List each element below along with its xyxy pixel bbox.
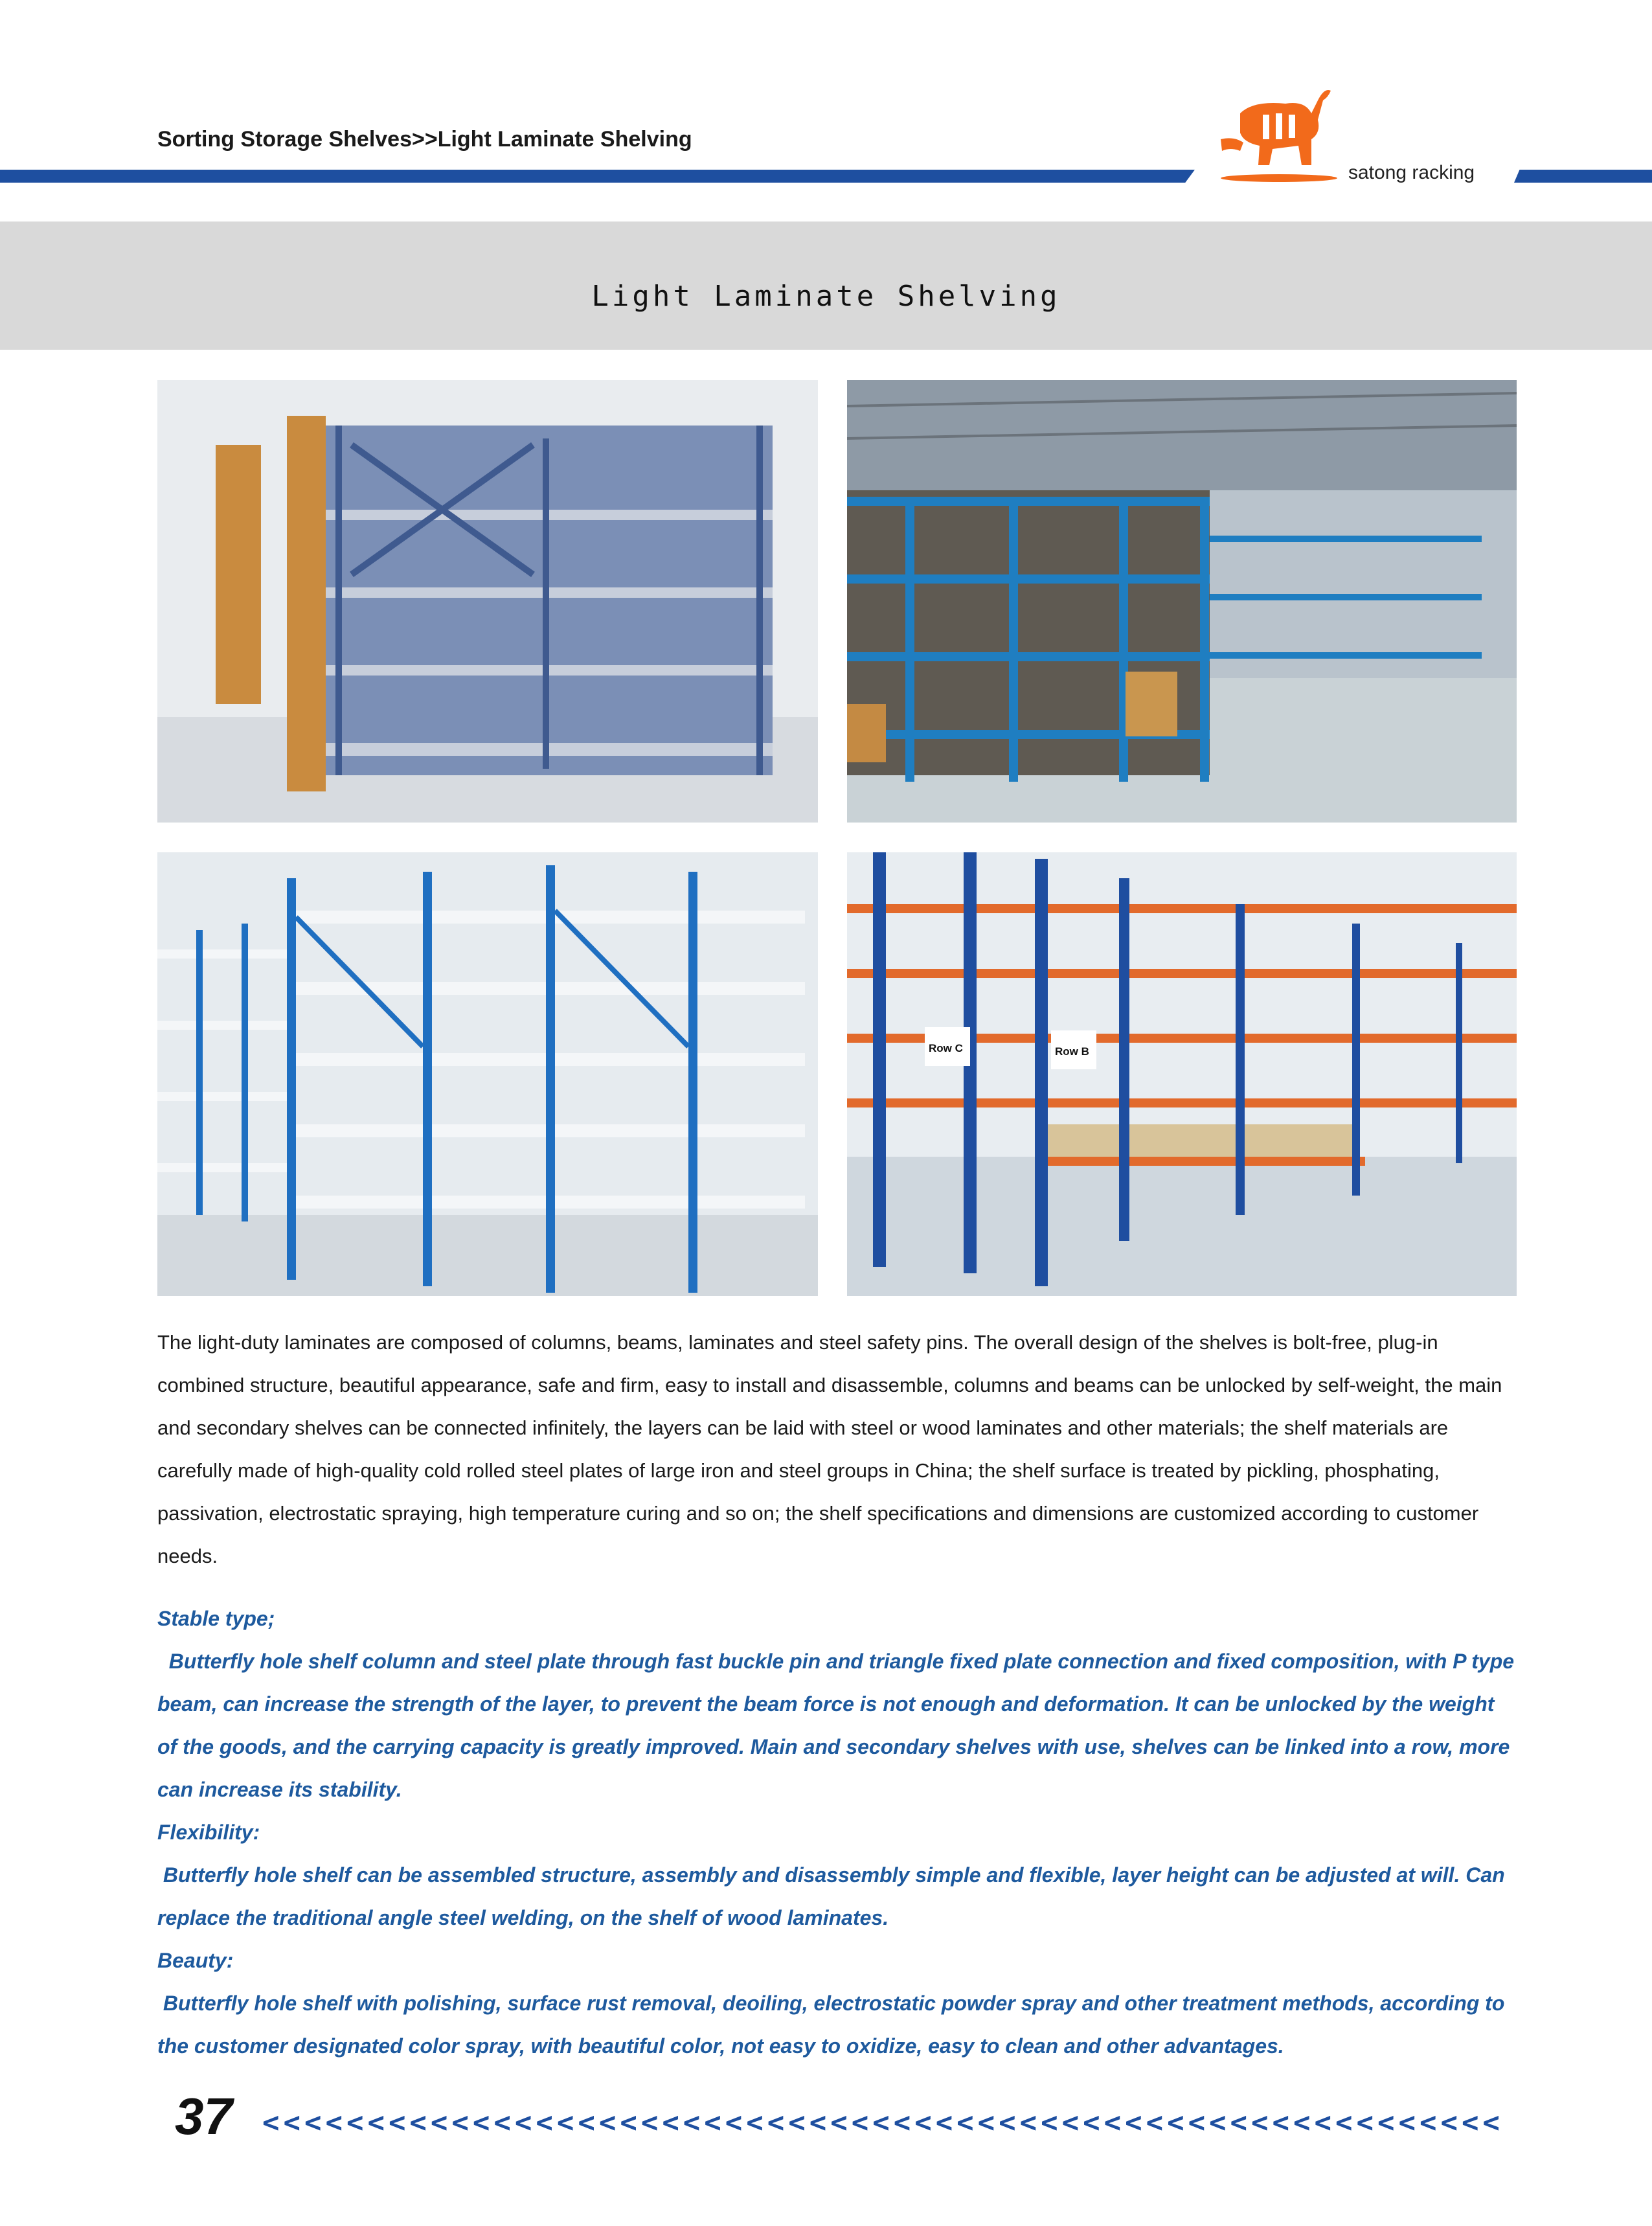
brand-name: satong racking	[1348, 162, 1475, 183]
feature-body: Butterfly hole shelf can be assembled structure, assembly and disassembly simple and flexible, layer height can be adjusted at will. Can replace the traditional angle steel welding, on the shelf of wood laminates.	[157, 1863, 1511, 1929]
row-label: Row B	[1055, 1045, 1089, 1058]
title-band	[0, 221, 1652, 350]
features-section	[157, 1597, 1520, 2067]
header-bar-right	[1514, 170, 1652, 183]
page-title: Light Laminate Shelving	[591, 280, 1061, 313]
footer-chevrons: <<<<<<<<<<<<<<<<<<<<<<<<<<<<<<<<<<<<<<<<<<<<<<<<<<<<<<<<<<<	[262, 2106, 1504, 2139]
product-photo	[847, 380, 1517, 823]
product-photo	[157, 852, 818, 1296]
elephant-logo-icon	[1214, 74, 1344, 185]
product-photo	[847, 852, 1517, 1296]
feature-heading: Stable type;	[157, 1607, 275, 1630]
header-bar-left	[0, 170, 1195, 183]
product-photo	[157, 380, 818, 823]
row-label: Row C	[929, 1042, 963, 1054]
feature-heading: Flexibility:	[157, 1821, 260, 1844]
intro-paragraph: The light-duty laminates are composed of columns, beams, laminates and steel safety pins. The overall design of the shelves is bolt-free, plug-in combined structure, beautiful appearance, safe and firm, easy to install and disassemble, columns and beams can be unlocked by self-weight, the main and secondary shelves can be connected infinitely, the layers can be laid with steel or wood laminates and other materials; the shelf materials are carefully made of high-quality cold rolled steel plates of large iron and steel groups in China; the shelf surface is treated by pickling, phosphating, passivation, electrostatic spraying, high temperature curing and so on; the shelf specifications and dimensions are customized according to customer needs.	[157, 1331, 1502, 1567]
page-number: 37	[175, 2087, 232, 2145]
feature-body: Butterfly hole shelf with polishing, surface rust removal, deoiling, electrostatic powder spray and other treatment methods, according to the customer designated color spray, with beautiful color, not easy to oxidize, easy to clean and other advantages.	[157, 1992, 1511, 2058]
breadcrumb: Sorting Storage Shelves>>Light Laminate Shelving	[157, 127, 692, 152]
feature-heading: Beauty:	[157, 1949, 234, 1972]
feature-body: Butterfly hole shelf column and steel plate through fast buckle pin and triangle fixed plate connection and fixed composition, with P type beam, can increase the strength of the layer, to prevent the beam force is not enough and deformation. It can be unlocked by the weight of the goods, and the carrying capacity is greatly improved. Main and secondary shelves with use, shelves can be linked into a row, more can increase its stability.	[157, 1650, 1520, 1801]
